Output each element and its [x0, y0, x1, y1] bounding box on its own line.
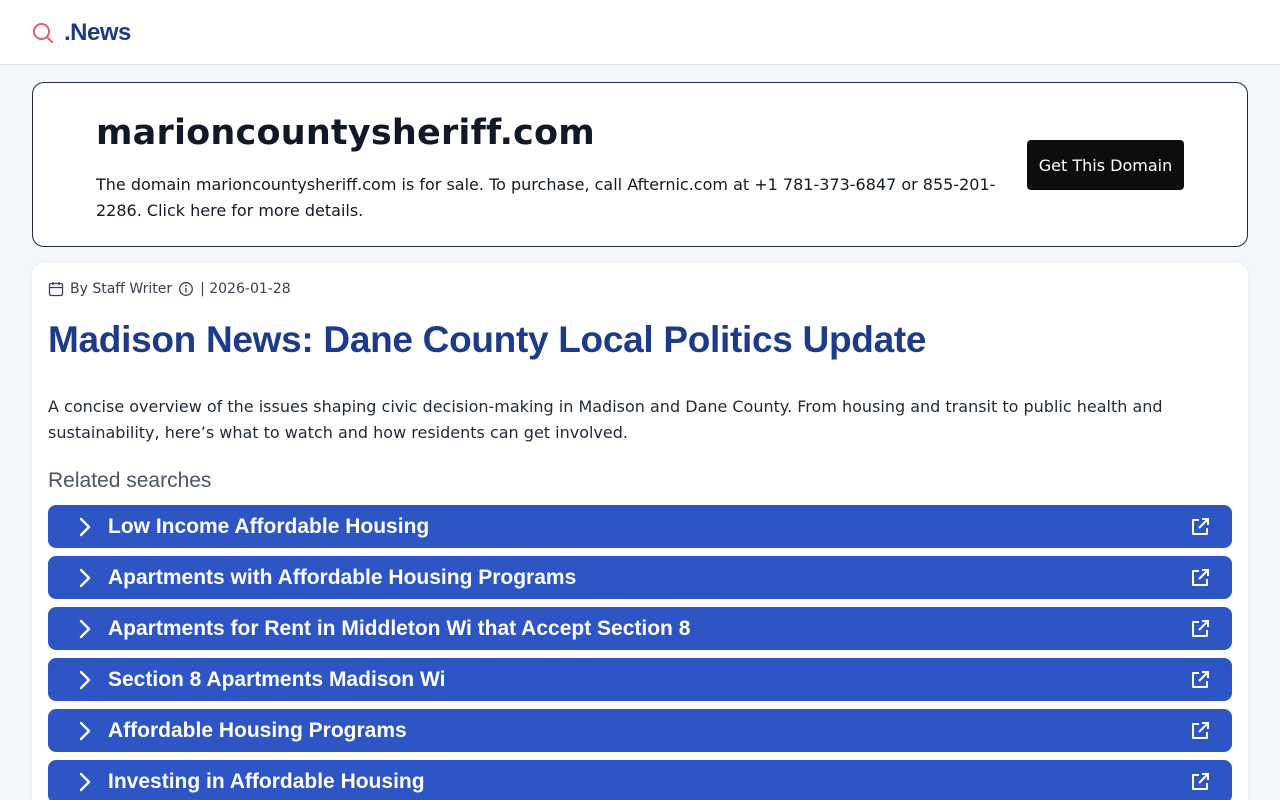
related-search-label: Affordable Housing Programs — [108, 719, 407, 742]
article-author: By Staff Writer — [70, 281, 173, 297]
chevron-right-icon — [76, 670, 94, 695]
external-link-icon — [1190, 721, 1210, 746]
domain-sale-banner — [32, 82, 1248, 247]
related-search-item[interactable] — [48, 760, 1232, 800]
domain-sale-description[interactable]: The domain marioncountysheriff.com is for sale. To purchase, call Afternic.com at +1 781-373-6847 or 855-201-2286. Click here for more details. — [96, 175, 996, 220]
article-summary: A concise overview of the issues shaping civic decision-making in Madison and Dane County. From housing and transit to public health and sustainability, here’s what to watch and how residents can get involved. — [48, 397, 1163, 442]
related-searches-heading: Related searches — [48, 469, 212, 492]
external-link-icon — [1190, 670, 1210, 695]
related-search-label: Low Income Affordable Housing — [108, 515, 430, 538]
logo-text: .News — [64, 19, 131, 46]
external-link-icon — [1190, 772, 1210, 797]
article-title: Madison News: Dane County Local Politics Update — [48, 319, 927, 360]
article-card — [32, 263, 1248, 800]
related-search-label: Investing in Affordable Housing — [108, 770, 425, 793]
related-search-label: Apartments with Affordable Housing Programs — [108, 566, 577, 589]
site-logo[interactable] — [32, 17, 131, 49]
chevron-right-icon — [76, 517, 94, 542]
chevron-right-icon — [76, 721, 94, 746]
chevron-right-icon — [76, 619, 94, 644]
info-icon[interactable] — [178, 281, 194, 297]
search-icon — [32, 22, 54, 44]
domain-name: marioncountysheriff.com — [96, 113, 595, 153]
article-date: | 2026-01-28 — [200, 281, 291, 297]
chevron-right-icon — [76, 772, 94, 797]
external-link-icon — [1190, 568, 1210, 593]
external-link-icon — [1190, 619, 1210, 644]
related-search-item[interactable] — [48, 607, 1232, 650]
get-this-domain-button[interactable]: Get This Domain — [1027, 140, 1184, 190]
related-searches-list — [48, 505, 1232, 800]
related-search-item[interactable] — [48, 658, 1232, 701]
related-search-item[interactable] — [48, 505, 1232, 548]
calendar-icon — [48, 281, 64, 297]
related-search-item[interactable] — [48, 556, 1232, 599]
related-search-label: Apartments for Rent in Middleton Wi that Accept Section 8 — [108, 617, 691, 640]
chevron-right-icon — [76, 568, 94, 593]
external-link-icon — [1190, 517, 1210, 542]
article-meta — [48, 280, 291, 298]
related-search-label: Section 8 Apartments Madison Wi — [108, 668, 446, 691]
site-header — [0, 0, 1280, 65]
related-search-item[interactable] — [48, 709, 1232, 752]
